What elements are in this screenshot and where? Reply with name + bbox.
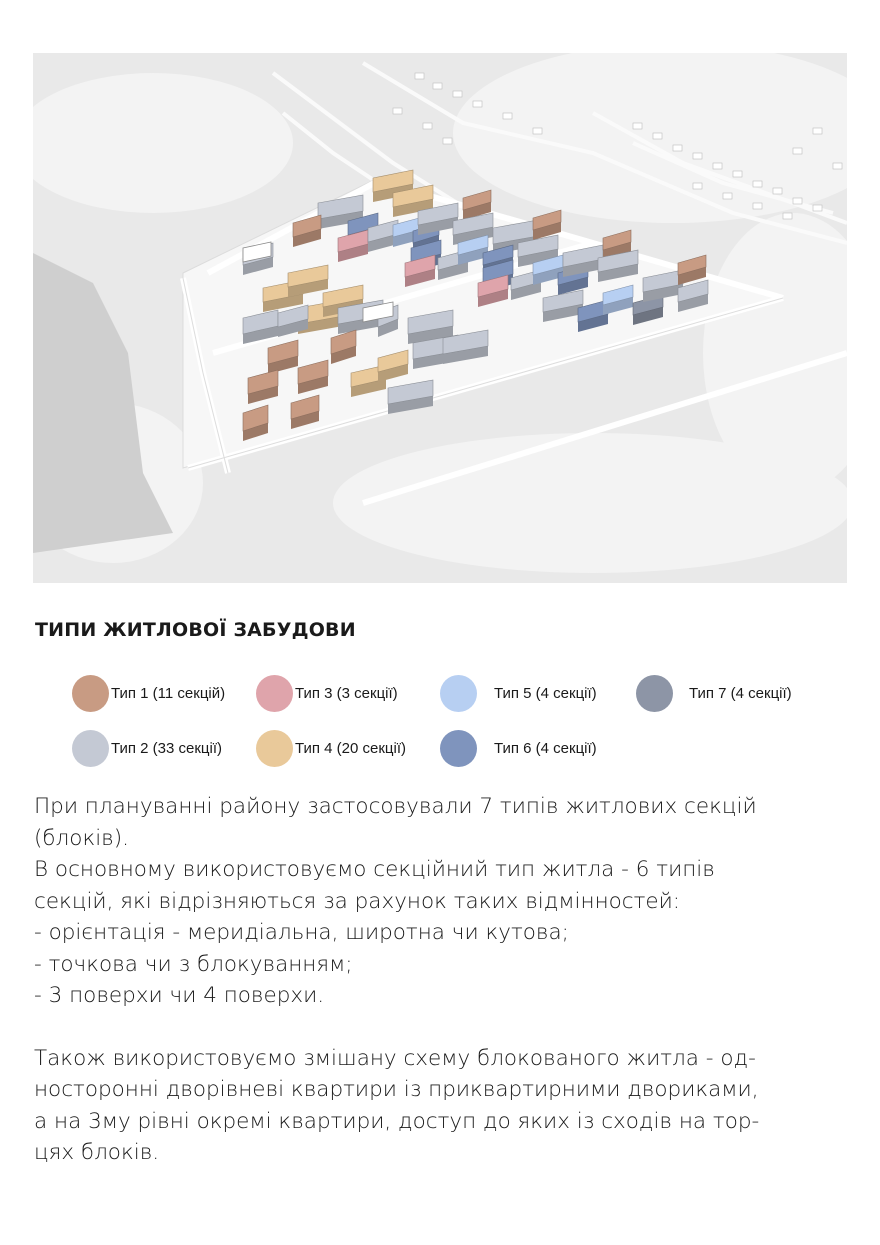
legend-item-type-5 <box>440 674 597 712</box>
type-6-swatch <box>440 730 477 767</box>
legend-item-type-7 <box>636 674 792 712</box>
type-2-label: Тип 2 (33 секції) <box>111 739 223 757</box>
text-line: - 3 поверхи чи 4 поверхи. <box>34 983 325 1008</box>
text-line: Також використовуємо змішану схему блокованого житла - од- <box>34 1045 756 1071</box>
legend-heading: ТИПИ ЖИТЛОВОЇ ЗАБУДОВИ <box>35 619 356 641</box>
type-6-label: Тип 6 (4 секції) <box>494 739 597 757</box>
aerial-site-plan <box>33 53 847 583</box>
text-line: (блоків). <box>34 825 129 851</box>
type-5-swatch <box>440 675 477 712</box>
text-line: цях блоків. <box>34 1140 160 1165</box>
text-line: При плануванні району застосовували 7 типів житлових секцій <box>34 794 757 819</box>
legend-item-type-2 <box>72 729 222 767</box>
type-2-swatch <box>72 730 109 767</box>
type-5-label: Тип 5 (4 секції) <box>494 684 597 702</box>
text-line: носторонні дворівневі квартири із приквартирними двориками, <box>34 1077 759 1102</box>
type-1-label: Тип 1 (11 секцій) <box>111 684 226 702</box>
site-plan-drawing <box>33 53 847 583</box>
type-4-label: Тип 4 (20 секції) <box>295 739 407 757</box>
type-7-swatch <box>636 675 673 712</box>
description-text <box>34 791 854 1169</box>
type-4-swatch <box>256 730 293 767</box>
legend-item-type-6 <box>440 729 597 767</box>
type-3-swatch <box>256 675 293 712</box>
type-3-label: Тип 3 (3 секції) <box>295 684 398 702</box>
text-line: В основному використовуємо секційний тип житла - 6 типів <box>34 857 715 882</box>
text-line: а на 3му рівні окремі квартири, доступ до яких із сходів на тор- <box>34 1108 760 1134</box>
legend-item-type-3 <box>256 674 398 712</box>
legend-item-type-1 <box>72 674 225 712</box>
text-line: секцій, які відрізняються за рахунок таких відмінностей: <box>34 888 681 914</box>
type-1-swatch <box>72 675 109 712</box>
text-line: - орієнтація - меридіальна, широтна чи кутова; <box>34 920 569 945</box>
legend-item-type-4 <box>256 729 406 767</box>
text-line: - точкова чи з блокуванням; <box>34 951 353 977</box>
type-7-label: Тип 7 (4 секції) <box>689 684 792 702</box>
